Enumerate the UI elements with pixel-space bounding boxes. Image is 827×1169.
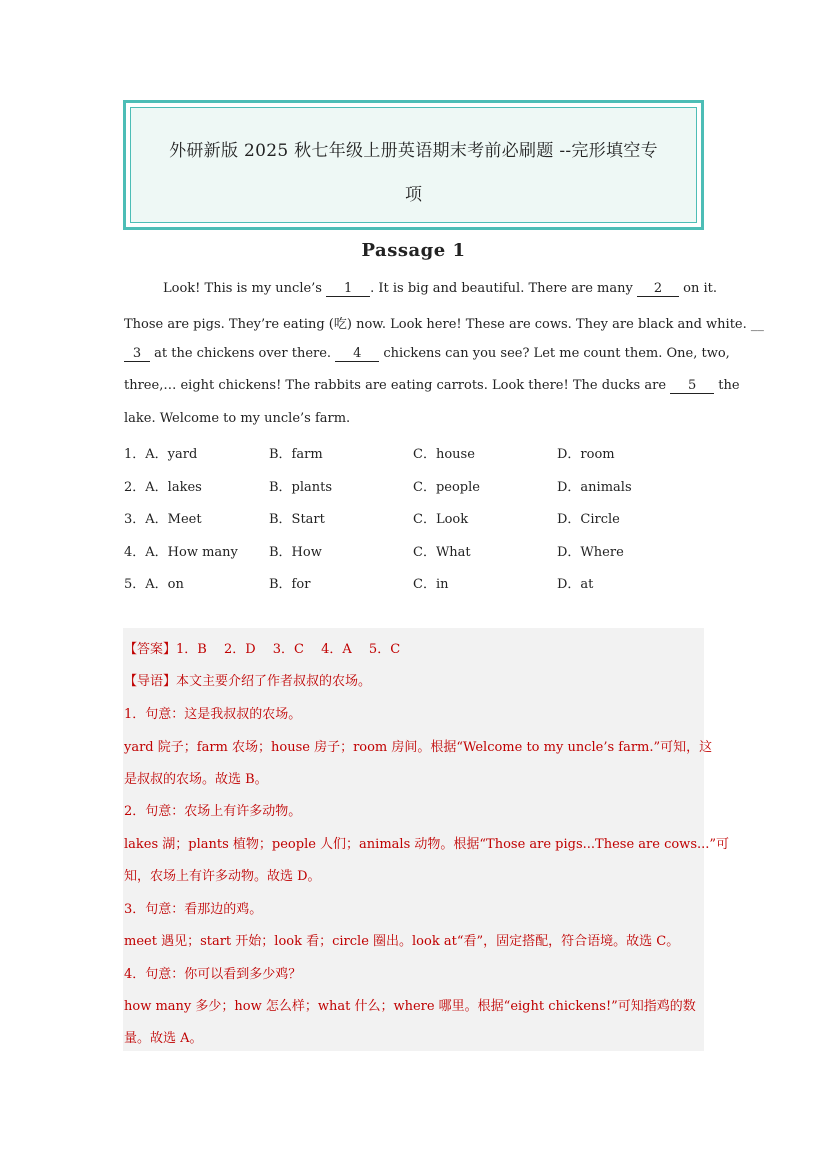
q3-option-a: 3．A．Meet [124,512,202,527]
blank-1: 1 [326,282,370,297]
q1-explanation: yard 院子；farm 农场；house 房子；room 房间。根据“Welcome to my uncle’s farm.”可知，这 [124,740,713,755]
q4-explanation-cont: 量。故选 A。 [124,1031,203,1046]
q2-option-c: C．people [413,480,480,495]
q1-option-a: 1．A．yard [124,447,198,462]
q3-option-b: B．Start [269,512,325,527]
title-box [123,100,704,230]
passage-line-1: Look! This is my uncle’s 1 . It is big and beautiful. There are many 2 on it. [163,281,717,296]
q5-option-a: 5．A．on [124,577,184,592]
q4-meaning: 4．句意：你可以看到多少鸡？ [124,967,302,982]
q2-explanation: lakes 湖；plants 植物；people 人们；animals 动物。根据“Those are pigs...These are cows...”可 [124,837,730,852]
q1-explanation-cont: 是叔叔的农场。故选 B。 [124,772,268,787]
title-inner-frame [130,107,697,223]
q5-option-d: D．at [557,577,594,592]
q3-option-d: D．Circle [557,512,620,527]
q4-option-d: D．Where [557,545,624,560]
q3-option-c: C．Look [413,512,469,527]
passage-line-3: 3 at the chickens over there. 4 chickens can you see? Let me count them. One, two, [124,346,730,362]
passage-line-2: Those are pigs. They’re eating (吃) now. Look here! These are cows. They are black and white. __ [124,317,764,332]
q4-option-b: B．How [269,545,322,560]
blank-2: 2 [637,282,679,297]
q5-option-c: C．in [413,577,449,592]
q4-option-c: C．What [413,545,471,560]
q5-option-b: B．for [269,577,311,592]
q1-option-d: D．room [557,447,615,462]
passage-line-4: three,… eight chickens! The rabbits are eating carrots. Look there! The ducks are 5 the [124,378,740,393]
answer-guide: 【导语】本文主要介绍了作者叔叔的农场。 [124,674,372,689]
passage-title: Passage 1 [361,240,466,261]
blank-5: 5 [670,379,714,394]
q1-option-c: C．house [413,447,475,462]
q2-option-b: B．plants [269,480,333,495]
answer-section [123,628,730,1051]
q2-meaning: 2．句意：农场上有许多动物。 [124,804,302,819]
q1-meaning: 1．句意：这是我叔叔的农场。 [124,707,302,722]
document-title: 外研新版 2025 秋七年级上册英语期末考前必刷题 --完形填空专 [169,141,658,161]
q1-option-b: B．farm [269,447,323,462]
q2-option-d: D．animals [557,480,632,495]
q2-explanation-cont: 知，农场上有许多动物。故选 D。 [124,869,321,884]
document-title-continued: 项 [405,185,422,205]
blank-3-start: __ [750,317,764,332]
blank-3: 3 [124,347,150,362]
passage-line-5: lake. Welcome to my uncle’s farm. [124,411,351,426]
q4-explanation: how many 多少；how 怎么样；what 什么；where 哪里。根据“eight chickens!”可知指鸡的数 [124,999,696,1014]
q3-meaning: 3．句意：看那边的鸡。 [124,902,263,917]
q4-option-a: 4．A．How many [124,545,238,560]
q2-option-a: 2．A．lakes [124,480,202,495]
answer-key: 【答案】1．B 2．D 3．C 4．A 5．C [124,642,401,657]
blank-4: 4 [335,347,379,362]
q3-explanation: meet 遇见；start 开始；look 看；circle 圈出。look at“看”，固定搭配，符合语境。故选 C。 [124,934,680,949]
